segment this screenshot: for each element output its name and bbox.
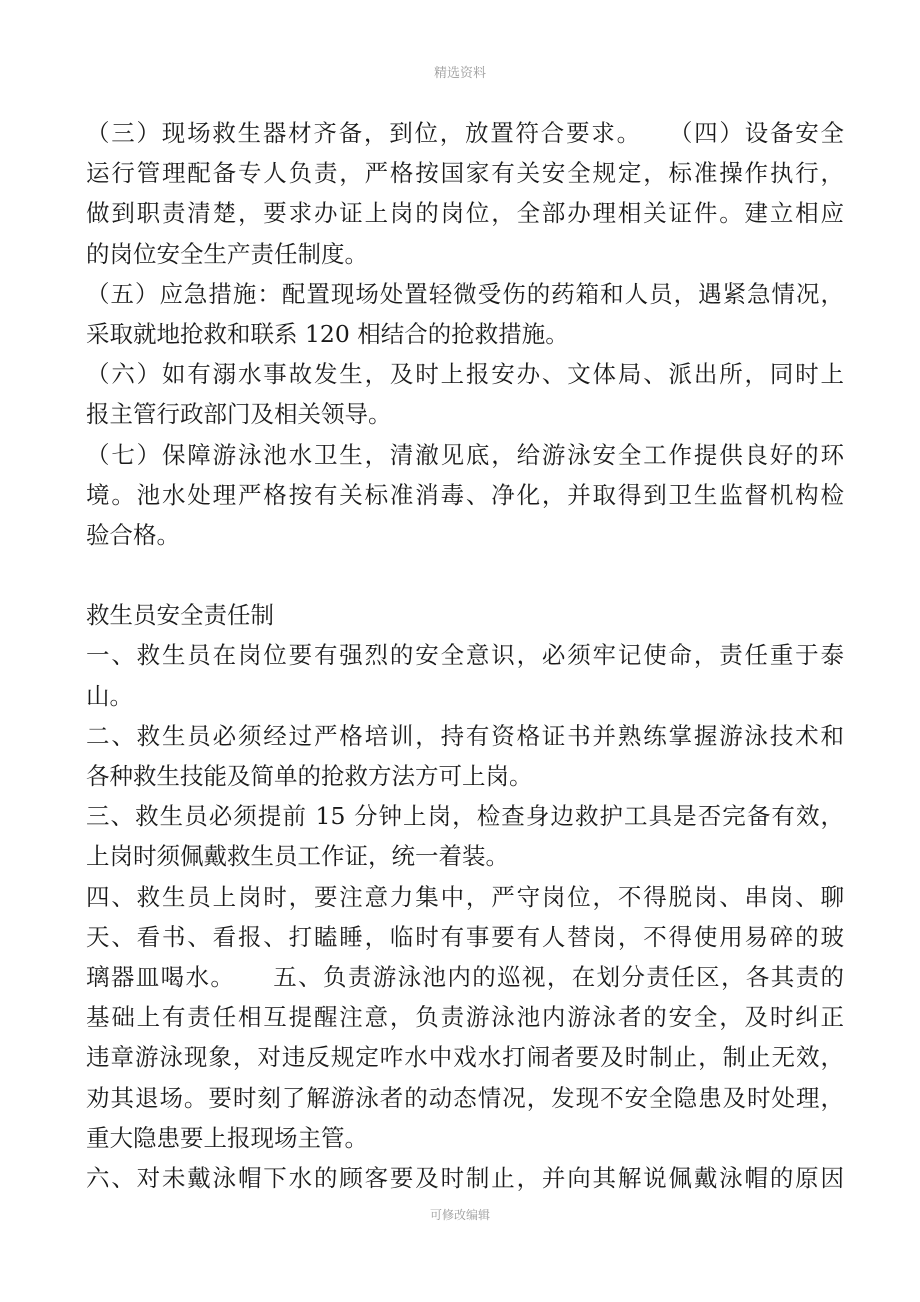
text-line: 报主管行政部门及相关领导。 (86, 400, 392, 429)
text-line: （五）应急措施：配置现场处置轻微受伤的药箱和人员，遇紧急情况， (86, 279, 844, 308)
text-line: （六）如有溺水事故发生，及时上报安办、文体局、派出所，同时上 (86, 360, 844, 389)
blank-line (86, 555, 844, 595)
page-footer: 可修改编辑 (429, 1208, 490, 1222)
text-line: 救生员安全责任制 (86, 601, 274, 630)
text-line: 重大隐患要上报现场主管。 (86, 1123, 368, 1152)
text-line: 二、救生员必须经过严格培训，持有资格证书并熟练掌握游泳技术和 (86, 721, 844, 750)
text-line: 采取就地抢救和联系 120 相结合的抢救措施。 (86, 319, 569, 348)
text-line: 六、对未戴泳帽下水的顾客要及时制止，并向其解说佩戴泳帽的原因 (86, 1163, 844, 1192)
text-line: 基础上有责任相互提醒注意，负责游泳池内游泳者的安全，及时纠正 (86, 1003, 844, 1032)
text-line: 一、救生员在岗位要有强烈的安全意识，必须牢记使命，责任重于泰 (86, 641, 844, 670)
text-line: 的岗位安全生产责任制度。 (86, 239, 368, 268)
text-line: 境。池水处理严格按有关标准消毒、净化，并取得到卫生监督机构检 (86, 480, 844, 509)
text-line: （七）保障游泳池水卫生，清澈见底，给游泳安全工作提供良好的环 (86, 440, 844, 469)
text-line: 四、救生员上岗时，要注意力集中，严守岗位，不得脱岗、串岗、聊 (86, 882, 844, 911)
text-line: 上岗时须佩戴救生员工作证，统一着装。 (86, 842, 509, 871)
text-line: 运行管理配备专人负责，严格按国家有关安全规定，标准操作执行， (86, 159, 844, 188)
text-line: 做到职责清楚，要求办证上岗的岗位，全部办理相关证件。建立相应 (86, 199, 844, 228)
text-line: 违章游泳现象，对违反规定咋水中戏水打闹者要及时制止，制止无效， (86, 1043, 844, 1072)
text-line: 天、看书、看报、打瞌睡，临时有事要有人替岗，不得使用易碎的玻 (86, 922, 844, 951)
text-line: （三）现场救生器材齐备，到位，放置符合要求。 （四）设备安全 (86, 119, 844, 147)
text-line: 璃器皿喝水。 五、负责游泳池内的巡视，在划分责任区，各其责的 (86, 962, 844, 991)
text-line: 劝其退场。要时刻了解游泳者的动态情况，发现不安全隐患及时处理， (86, 1083, 844, 1112)
document-body (86, 113, 844, 1198)
page-header: 精选资料 (433, 66, 486, 81)
text-line: 验合格。 (86, 520, 180, 549)
text-line: 三、救生员必须提前 15 分钟上岗，检查身边救护工具是否完备有效， (86, 802, 844, 831)
text-line: 各种救生技能及简单的抢救方法方可上岗。 (86, 762, 533, 790)
text-line: 山。 (86, 681, 133, 710)
